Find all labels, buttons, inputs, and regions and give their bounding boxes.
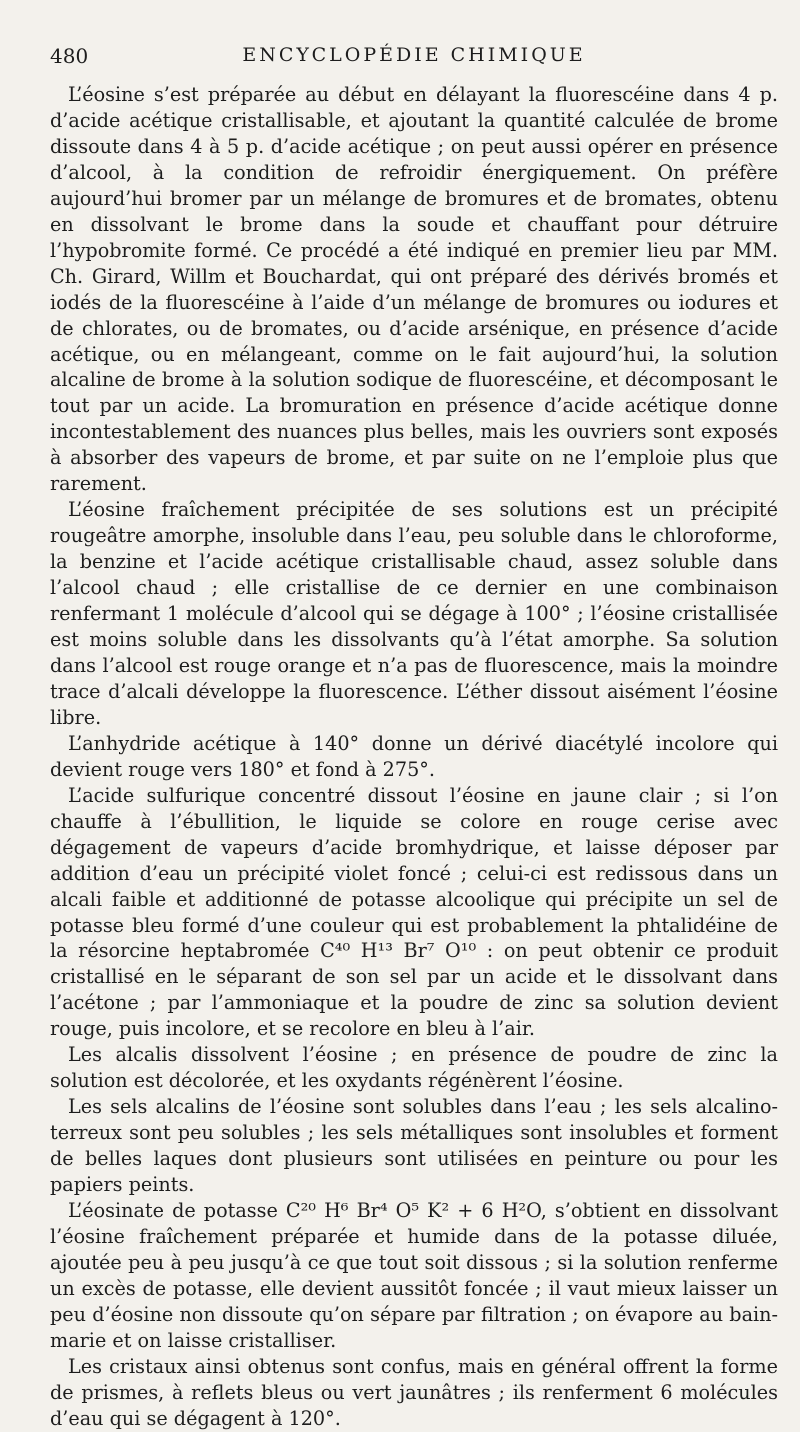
page-number: 480 (50, 44, 89, 68)
paragraph: L’acide sulfurique concentré dissout l’éosine en jaune clair ; si l’on chauffe à l’ébullition, le liquide se colore en rouge cerise avec dégagement de vapeurs d’acide bromhydrique, et laisse déposer par addition d’eau un précipité violet foncé ; celui-ci est redissous dans un alcali faible et additionné de potasse alcoolique qui précipite un sel de potasse bleu formé d’une couleur qui est probablement la phtalidéine de la résorcine heptabromée C⁴⁰ H¹³ Br⁷ O¹⁰ : on peut obtenir ce produit cristallisé en le séparant de son sel par un acide et le dissolvant dans l’acétone ; par l’ammoniaque et la poudre de zinc sa solution devient rouge, puis incolore, et se recolore en bleu à l’air. (50, 783, 778, 1041)
body-text (50, 82, 778, 1432)
running-title: ENCYCLOPÉDIE CHIMIQUE (242, 44, 586, 66)
paragraph: L’éosine fraîchement précipitée de ses solutions est un précipité rougeâtre amorphe, insoluble dans l’eau, peu soluble dans le chloroforme, la benzine et l’acide acétique cristallisable chaud, assez soluble dans l’alcool chaud ; elle cristallise de ce dernier en une combinaison renfermant 1 molécule d’alcool qui se dégage à 100° ; l’éosine cristallisée est moins soluble dans les dissolvants qu’à l’état amorphe. Sa solution dans l’alcool est rouge orange et n’a pas de fluorescence, mais la moindre trace d’alcali développe la fluorescence. L’éther dissout aisément l’éosine libre. (50, 498, 778, 729)
paragraph: L’anhydride acétique à 140° donne un dérivé diacétylé incolore qui devient rouge vers 180° et fond à 275°. (50, 731, 778, 781)
paragraph: L’éosine s’est préparée au début en délayant la fluorescéine dans 4 p. d’acide acétique cristallisable, et ajoutant la quantité calculée de brome dissoute dans 4 à 5 p. d’acide acétique ; on peut aussi opérer en présence d’alcool, à la condition de refroidir énergiquement. On préfère aujourd’hui bromer par un mélange de bromures et de bromates, obtenu en dissolvant le brome dans la soude et chauffant pour détruire l’hypobromite formé. Ce procédé a été indiqué en premier lieu par MM. Ch. Girard, Willm et Bouchardat, qui ont préparé des dérivés bromés et iodés de la fluorescéine à l’aide d’un mélange de bromures ou iodures et de chlorates, ou de bromates, ou d’acide arsénique, en présence d’acide acétique, ou en mélangeant, comme on le fait aujourd’hui, la solution alcaline de brome à la solution sodique de fluorescéine, et décomposant le tout par un acide. La bromuration en présence d’acide acétique donne incontestablement des nuances plus belles, mais les ouvriers sont exposés à absorber des vapeurs de brome, et par suite on ne l’emploie plus que rarement. (50, 83, 778, 496)
paragraph: L’éosinate de potasse C²⁰ H⁶ Br⁴ O⁵ K² + 6 H²O, s’obtient en dissolvant l’éosine fraîchement préparée et humide dans de la potasse diluée, ajoutée peu à peu jusqu’à ce que tout soit dissous ; si la solution renferme un excès de potasse, elle devient aussitôt foncée ; il vaut mieux laisser un peu d’éosine non dissoute qu’on sépare par filtration ; on évapore au bain-marie et on laisse cristalliser. (50, 1198, 778, 1352)
paragraph: Les cristaux ainsi obtenus sont confus, mais en général offrent la forme de prismes, à reflets bleus ou vert jaunâtres ; ils renferment 6 molécules d’eau qui se dégagent à 120°. (50, 1354, 778, 1430)
paragraph: Les alcalis dissolvent l’éosine ; en présence de poudre de zinc la solution est décolorée, et les oxydants régénèrent l’éosine. (50, 1043, 778, 1093)
page-header (50, 44, 778, 70)
paragraph: Les sels alcalins de l’éosine sont solubles dans l’eau ; les sels alcalino-terreux sont peu solubles ; les sels métalliques sont insolubles et forment de belles laques dont plusieurs sont utilisées en peinture ou pour les papiers peints. (50, 1095, 778, 1197)
